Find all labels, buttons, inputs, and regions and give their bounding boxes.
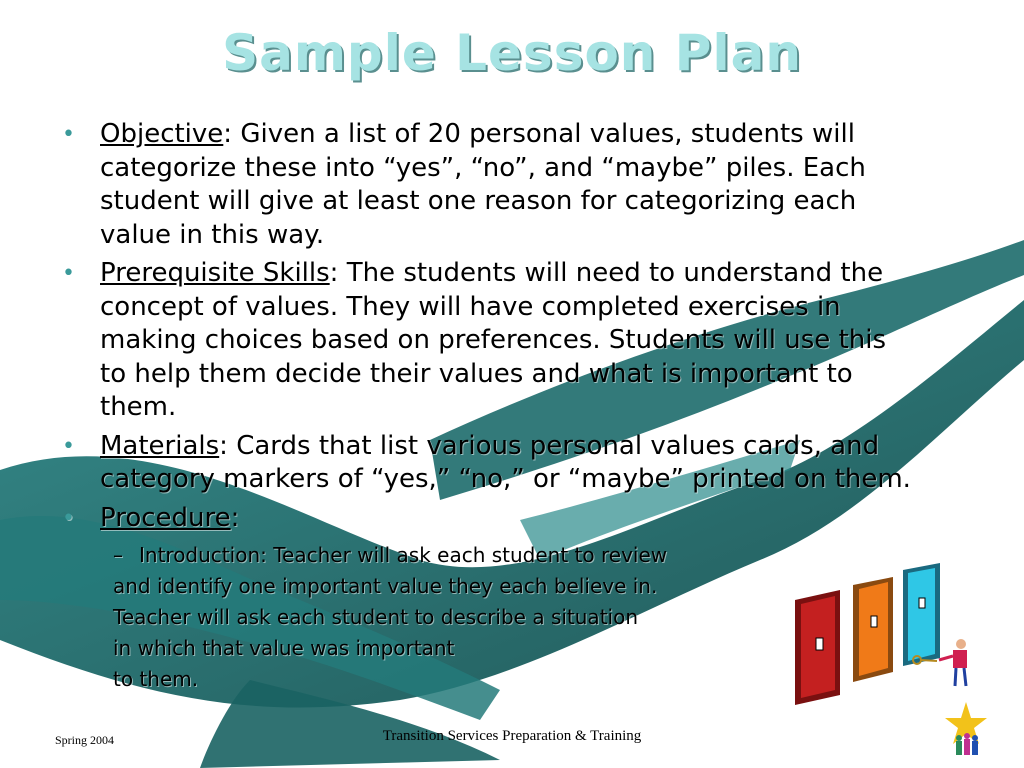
bullet-text: : The students will need to understand the concept of values. They will have completed exercises in making choices based on preferences. Students will use this to help them decide their values and what is important to them. (100, 258, 887, 422)
subpoint-line: to them. (113, 667, 199, 691)
bullet-objective (58, 118, 918, 252)
subpoint-line: Teacher will ask each student to describe a situation (113, 605, 638, 629)
subpoint-line: and identify one important value they each believe in. (113, 574, 658, 598)
subpoint-line: in which that value was important (113, 636, 455, 660)
bullet-dot-icon: • (62, 122, 75, 147)
doors-key-clipart (785, 560, 975, 705)
bullet-label: Prerequisite Skills (100, 258, 330, 288)
bullet-procedure (58, 502, 918, 536)
subpoint-introduction (113, 540, 813, 695)
footer-date: Spring 2004 (55, 733, 115, 747)
subpoint-line (113, 540, 813, 571)
bullet-dot-icon: • (62, 433, 75, 459)
bullet-materials (58, 430, 918, 497)
bullet-prerequisite-skills (58, 257, 918, 425)
bullet-dot-icon: • (62, 505, 75, 531)
bullet-dot-icon: • (62, 261, 75, 286)
subpoint-text: Introduction: Teacher will ask each student to review (139, 543, 668, 567)
bullet-text: : Cards that list various personal values cards, and category markers of “yes,” “no,” or “maybe” printed on them. (100, 430, 911, 494)
footer-title: Transition Services Preparation & Training (382, 728, 642, 744)
dash-icon: – (113, 543, 123, 567)
bullet-text: : (230, 502, 240, 533)
slide-title: Sample Lesson Plan (222, 24, 802, 82)
bullet-label: Procedure (100, 502, 231, 533)
bullet-label: Materials (100, 430, 220, 461)
bullet-label: Objective (100, 119, 224, 149)
bullet-text: : Given a list of 20 personal values, students will categorize these into “yes”, “no”, and “maybe” piles. Each student will give at least one reason for categorizing each value in this way. (100, 119, 866, 250)
